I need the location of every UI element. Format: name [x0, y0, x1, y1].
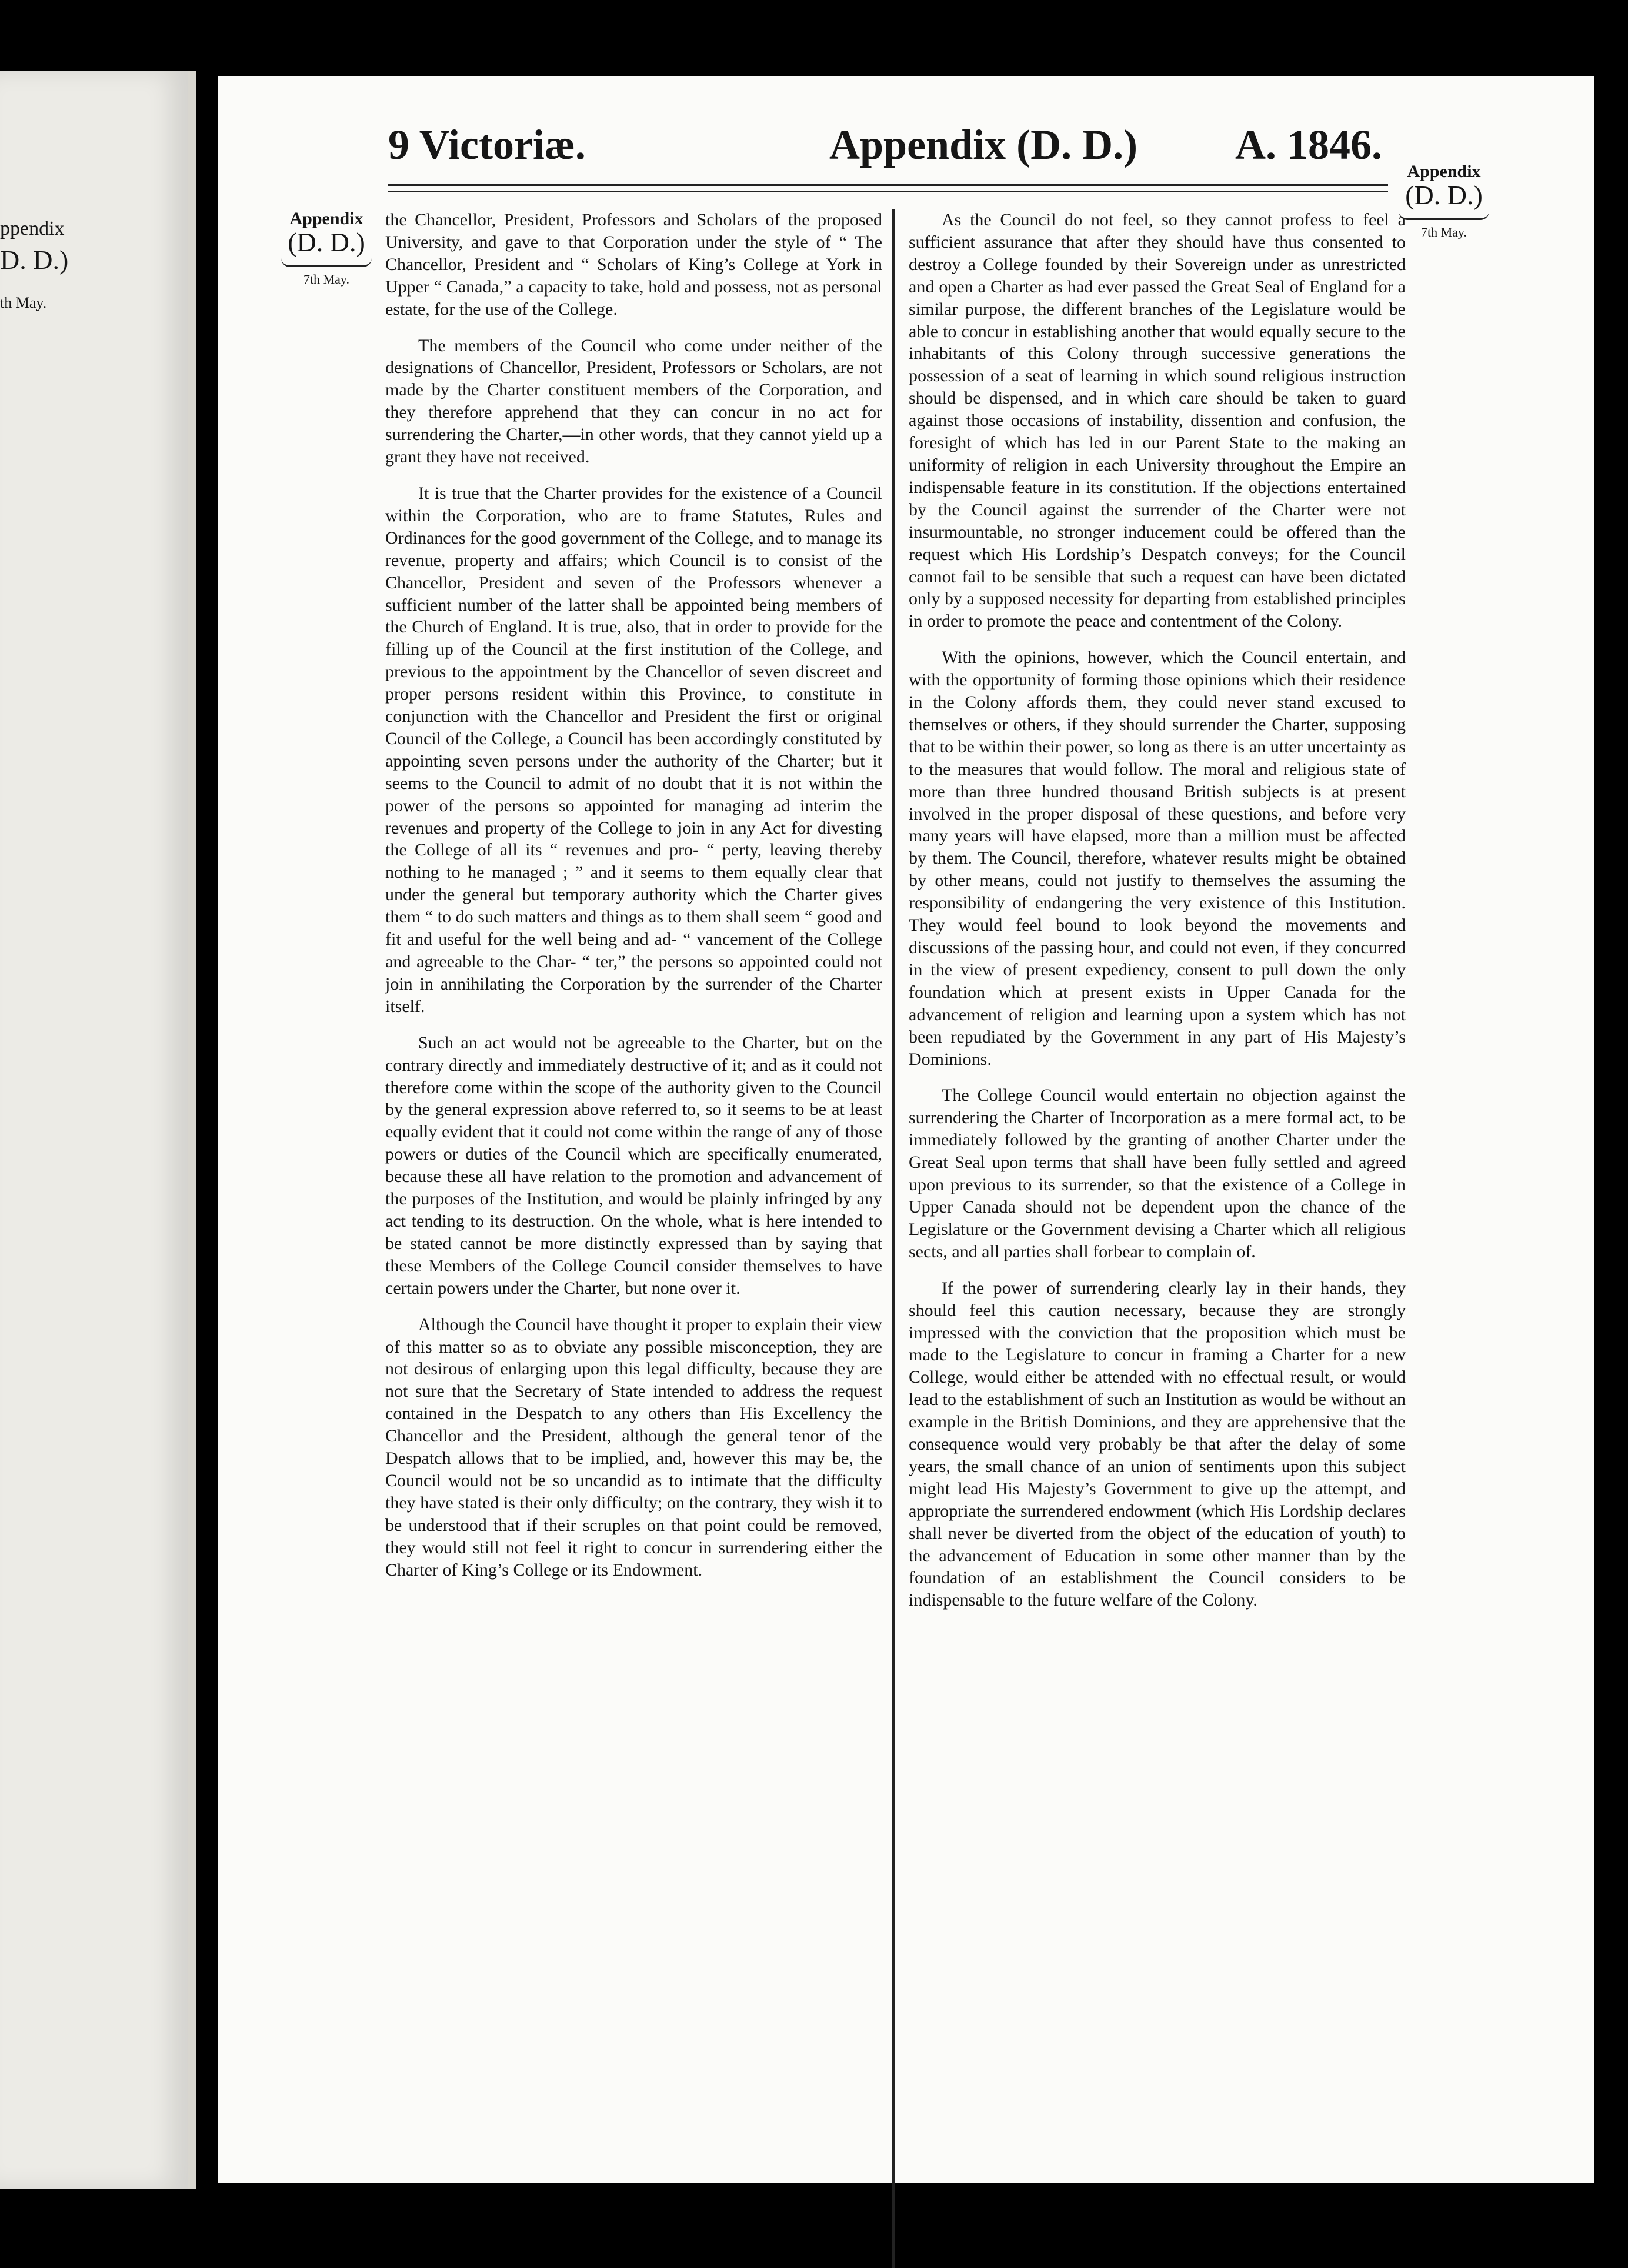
margin-note-right	[1394, 162, 1494, 240]
header-regnal-year: 9 Victoriæ.	[388, 121, 586, 168]
margin-note-date: 7th May.	[303, 272, 349, 287]
margin-note-code: (D. D.)	[288, 227, 365, 257]
margin-note-code: (D. D.)	[1405, 180, 1483, 210]
paragraph: With the opinions, however, which the Council entertain, and with the opportunity of forming those opinions which their residence in the Colony affords them, they could never stand excused to themselves or others, if they should surrender the Charter, supposing that to be within their power, so long as there is an utter uncertainty as to the measures that would follow. The moral and religious state of more than three hundred thousand British subjects is at present involved in the proper disposal of these questions, and before very many years will have elapsed, more than a million must be affected by them. The Council, therefore, whatever results might be obtained by other means, could not justify to themselves the assuming the responsibility of endangering the very existence of this Institution. They would feel bound to look beyond the movements and discussions of the passing hour, and could not even, if they concurred in the view of present expediency, consent to pull down the only foundation which at present exists in Upper Canada for the advancement of religion and learning upon a system which has not been repudiated by the Government in any part of His Majesty’s Dominions.	[909, 648, 1406, 1069]
margin-note-label: Appendix	[289, 209, 363, 228]
header-appendix-title: Appendix (D. D.)	[829, 121, 1138, 168]
text-column-right	[909, 209, 1406, 1626]
running-header	[388, 121, 1382, 179]
margin-note-brace	[281, 258, 372, 267]
paragraph: The members of the Council who come under neither of the designations of Chancellor, President, Professors or Scholars, are not made by the Charter constituent members of the Corporation, and they therefore apprehend that they can concur in no act for surrendering the Charter,—in other words, that they cannot yield up a grant they have not received.	[385, 335, 882, 467]
paragraph: Although the Council have thought it proper to explain their view of this matter so as to obviate any possible misconception, they are not desirous of enlarging upon this legal difficulty, because they are not sure that the Secretary of State intended to address the request contained in the Despatch to any others than His Excellency the Chancellor and the President, although the general tenor of the Despatch allows that to be implied, and, however this may be, the Council would not be so uncandid as to intimate that the difficulty they have stated is their only difficulty; on the contrary, they wish it to be understood that if their scruples on that point could be removed, they would still not feel it right to concur in surrendering either the Charter of King’s College or its Endowment.	[385, 1314, 882, 1580]
header-year: A. 1846.	[1235, 121, 1382, 168]
margin-note-label: Appendix	[1407, 162, 1481, 181]
paragraph: As the Council do not feel, so they cannot profess to feel a sufficient assurance that after they should have thus consented to destroy a College founded by their Sovereign under as unrestricted and open a Charter as had ever passed the Great Seal of England for a similar purpose, the different branches of the Legislature would be able to concur in establishing another that would equally secure to the inhabitants of this Colony through successive generations the possession of a seat of learning in which sound religious instruction should be dispensed, and in which care should be taken to guard against those occasions of instability, dissention and confusion, the foresight of which has led in our Parent State to the making an uniformity of religion in each University throughout the Empire an indispensable feature in its constitution. If the objections entertained by the Council against the surrender of the Charter were not insurmountable, no stronger inducement could be offered than the request which His Lordship’s Despatch conveys; for the Council cannot fail to be sensible that such a request can have been dictated only by a supposed necessity for departing from established principles in order to promote the peace and contentment of the Colony.	[909, 210, 1406, 631]
facing-page-margin-note-label: ppendix	[0, 218, 65, 239]
margin-note-date: 7th May.	[1420, 225, 1467, 239]
header-rule	[388, 184, 1388, 186]
margin-note-brace	[1399, 211, 1489, 220]
paragraph: The College Council would entertain no objection against the surrendering the Charter of Incorporation as a mere formal act, to be immediately followed by the granting of another Charter under the Great Seal upon terms that shall have been fully settled and agreed upon previous to its surrender, so that the existence of a College in Upper Canada should not be dependent upon the chance of the Legislature or the Government devising a Charter which all religious sects, and all parties shall forbear to complain of.	[909, 1085, 1406, 1261]
paragraph: Such an act would not be agreeable to the Charter, but on the contrary directly and immediately destructive of it; and as it could not therefore come within the scope of the authority given to the Council by the general expression above referred to, so it seems to be at least equally evident that it could not come within the range of any of those powers or duties of the Council which are specifically enumerated, because these all have relation to the promotion and advancement of the purposes of the Institution, and would be plainly infringed by any act tending to its destruction. On the whole, what is here intended to be stated cannot be more distinctly expressed than by saying that these Members of the College Council consider themselves to have certain powers under the Charter, but none over it.	[385, 1033, 882, 1298]
paragraph: the Chancellor, President, Professors and Scholars of the proposed University, and gave to that Corporation under the style of “ The Chancellor, President and “ Scholars of King’s College at York in Upper “ Canada,” a capacity to take, hold and possess, not as personal estate, for the use of the College.	[385, 210, 882, 319]
facing-page-margin-note-code: D. D.)	[0, 245, 69, 275]
margin-note-left	[276, 209, 376, 287]
document-page	[218, 76, 1594, 2183]
paragraph: If the power of surrendering clearly lay in their hands, they should feel this caution necessary, because they are strongly impressed with the conviction that the proposition which must be made to the Legislature to concur in framing a Charter for a new College, would either be attended with no effectual result, or would lead to the establishment of such an Institution as would be without an example in the British Dominions, and they are apprehensive that the consequence would very probably be that after the delay of some years, the small chance of an union of sentiments upon this subject might lead His Majesty’s Government to give up the attempt, and appropriate the surrendered endowment (which His Lordship declares shall never be diverted from the object of the education of youth) to the advancement of Education in some other manner than by the foundation of an establishment the Council considers to be indispensable to the future welfare of the Colony.	[909, 1278, 1406, 1610]
paragraph: It is true that the Charter provides for the existence of a Council within the Corporation, who are to frame Statutes, Rules and Ordinances for the good government of the College, and to manage its revenue, property and affairs; which Council is to consist of the Chancellor, President and seven of the Professors whenever a sufficient number of the latter shall be appointed being members of the Church of England. It is true, also, that in order to provide for the filling up of the Council at the first institution of the College, and previous to the appointment by the Chancellor of seven discreet and proper persons resident within this Province, to constitute in conjunction with the Chancellor and President the first or original Council of the College, a Council has been accordingly constituted by appointing seven persons under the authority of the Charter; but it seems to the Council to admit of no doubt that it is not within the power of the persons so appointed for managing ad interim the revenues and property of the College to join in any Act for divesting the College of all its “ revenues and pro- “ perty, leaving thereby nothing to he managed ; ” and it seems to them equally clear that under the general but temporary authority which the Charter gives them “ to do such matters and things as to them shall seem “ good and fit and useful for the well being and ad- “ vancement of the College and agreeable to the Char- “ ter,” the persons so appointed could not join in annihilating the Corporation by the surrender of the Charter itself.	[385, 483, 882, 1016]
header-rule-thin	[388, 191, 1388, 192]
text-column-left	[385, 209, 882, 1595]
column-divider	[892, 209, 895, 2268]
facing-page-margin-note-date: th May.	[0, 294, 47, 311]
facing-page-edge	[0, 71, 196, 2189]
